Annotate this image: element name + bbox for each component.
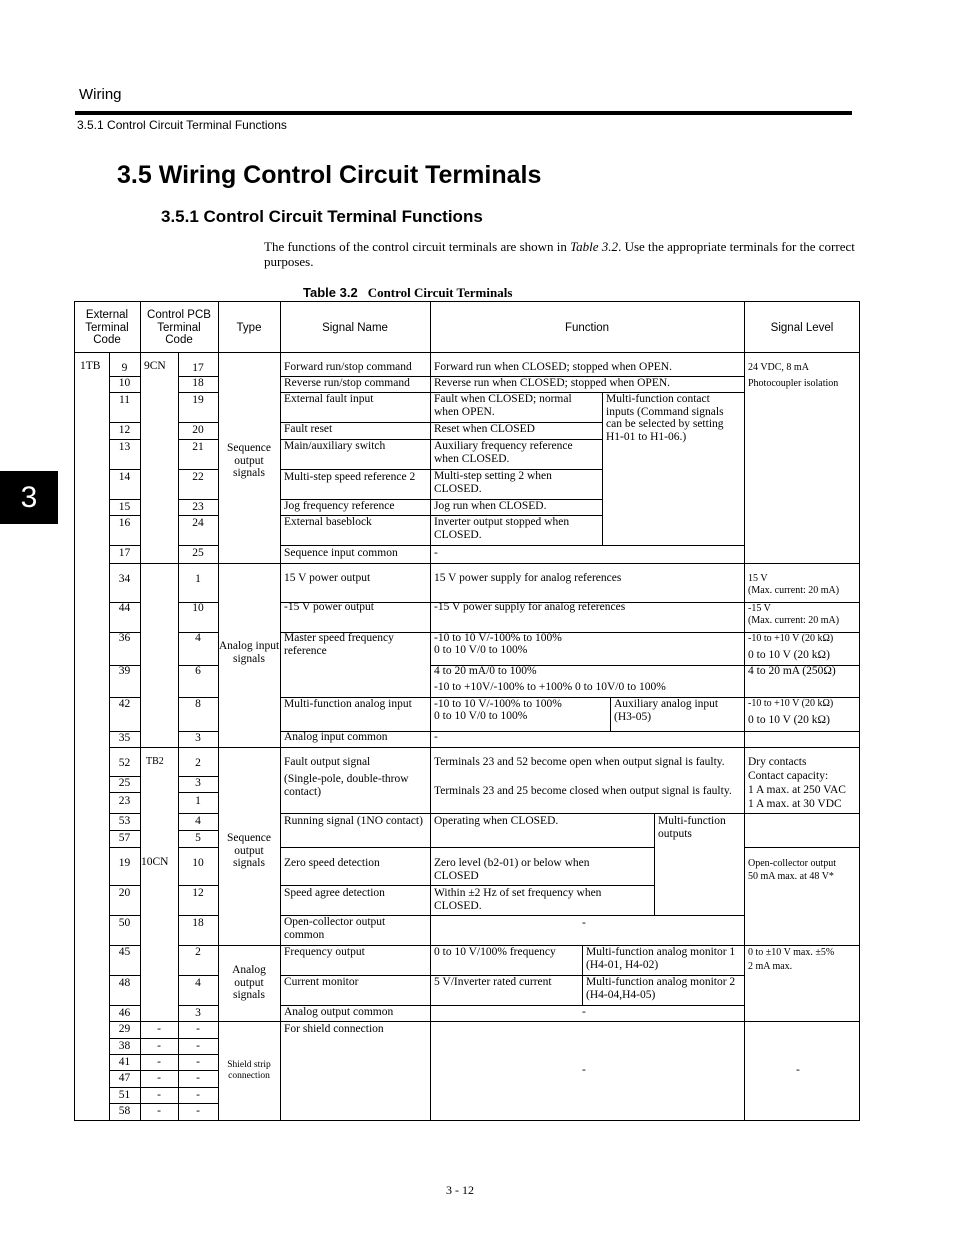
- header-function: Function: [564, 322, 610, 334]
- pcb-terminal: 10: [192, 602, 204, 614]
- group-10cn: 10CN: [141, 856, 169, 868]
- row-rule: [109, 830, 141, 831]
- ext-terminal: 29: [118, 1023, 131, 1035]
- signal-name: Forward run/stop command: [284, 361, 412, 373]
- signal-level: 24 VDC, 8 mA: [748, 362, 809, 373]
- row-rule: [109, 1054, 219, 1055]
- row-rule: [280, 885, 654, 886]
- col-rule: [280, 301, 281, 1121]
- signal-name: Analog output common: [284, 1006, 394, 1018]
- table-caption: Table 3.2 Control Circuit Terminals: [303, 285, 513, 300]
- ext-terminal: 25: [118, 777, 131, 789]
- table-cell: -: [196, 1072, 200, 1084]
- pcb-terminal: 2: [195, 757, 201, 769]
- row-rule: [109, 792, 141, 793]
- ext-terminal: 42: [118, 698, 131, 710]
- row-rule: [109, 1070, 219, 1071]
- table-cell: -: [196, 1089, 200, 1101]
- row-rule: [109, 422, 141, 423]
- table-cell: -: [157, 1040, 161, 1052]
- function: 0 to 10 V/100% frequency: [434, 946, 556, 958]
- header-separator: [74, 352, 860, 353]
- signal-name: (Single-pole, double-throw contact): [284, 773, 409, 798]
- signal-name: Analog input common: [284, 731, 388, 743]
- pcb-terminal: 3: [195, 777, 201, 789]
- signal-level: 0 to 10 V (20 kΩ): [748, 714, 830, 726]
- row-rule: [178, 499, 219, 500]
- signal-name: 15 V power output: [284, 572, 371, 584]
- signal-name: Reverse run/stop command: [284, 377, 410, 389]
- ext-terminal: 58: [118, 1105, 131, 1117]
- table-cell: -: [157, 1023, 161, 1035]
- pcb-terminal: 4: [195, 632, 201, 644]
- function: -: [434, 547, 438, 559]
- signal-level: Contact capacity:: [748, 770, 829, 782]
- ext-terminal: 44: [118, 602, 131, 614]
- signal-name: Sequence input common: [284, 547, 398, 559]
- pcb-terminal: 19: [192, 394, 204, 406]
- signal-name: Current monitor: [284, 976, 359, 988]
- header-signal-level: Signal Level: [770, 322, 834, 334]
- pcb-terminal: 18: [192, 917, 204, 929]
- row-rule: [109, 499, 141, 500]
- row-rule: [109, 469, 141, 470]
- signal-level: -10 to +10 V (20 kΩ): [748, 633, 834, 644]
- table-border-bottom: [74, 1120, 860, 1121]
- ext-terminal: 14: [118, 471, 131, 483]
- group-1tb: 1TB: [80, 360, 101, 372]
- row-rule: [109, 1021, 860, 1022]
- signal-level: -: [796, 1064, 800, 1076]
- signal-name: Zero speed detection: [284, 857, 380, 869]
- ext-terminal: 47: [118, 1072, 131, 1084]
- signal-name: External fault input: [284, 393, 374, 405]
- type-analog-output: Analog output signals: [232, 964, 266, 1001]
- page-title: 3.5 Wiring Control Circuit Terminals: [117, 161, 542, 189]
- function: 5 V/Inverter rated current: [434, 976, 552, 988]
- ext-terminal: 45: [118, 946, 131, 958]
- table-cell: External Terminal Code: [85, 309, 129, 346]
- group-tb2: TB2: [146, 756, 164, 767]
- ext-terminal: 51: [118, 1089, 131, 1101]
- pcb-terminal: 3: [195, 1007, 201, 1019]
- pcb-terminal: 6: [195, 665, 201, 677]
- pcb-terminal: 20: [192, 424, 204, 436]
- signal-level: (Max. current: 20 mA): [748, 585, 840, 596]
- row-rule: [109, 885, 141, 886]
- ext-terminal: 20: [118, 887, 131, 899]
- type-analog-input: Analog input signals: [218, 640, 280, 665]
- table-cell: -: [157, 1089, 161, 1101]
- col-rule: [582, 945, 583, 1005]
- signal-name: Frequency output: [284, 946, 365, 958]
- running-header: Wiring: [79, 86, 122, 103]
- table-cell: Control PCB Terminal Code: [147, 309, 211, 346]
- table-cell: -: [196, 1023, 200, 1035]
- ext-terminal: 11: [118, 394, 131, 406]
- function: Within ±2 Hz of set frequency when CLOSED.: [434, 887, 602, 912]
- signal-name: Jog frequency reference: [284, 500, 395, 512]
- signal-level: 50 mA max. at 48 V*: [748, 871, 834, 882]
- multi-function-outputs: Multi-function outputs: [658, 815, 726, 840]
- pcb-terminal: 25: [192, 547, 204, 559]
- row-rule: [109, 1087, 219, 1088]
- pcb-terminal: 8: [195, 698, 201, 710]
- signal-name: External baseblock: [284, 516, 372, 528]
- ext-terminal: 23: [118, 795, 131, 807]
- col-rule: [744, 301, 745, 1121]
- row-rule: [109, 813, 141, 814]
- row-rule: [178, 813, 219, 814]
- row-rule: [109, 747, 860, 748]
- type-sequence-input: Sequence output signals: [226, 442, 272, 479]
- signal-name: -15 V power output: [284, 601, 374, 613]
- ext-terminal: 53: [118, 815, 131, 827]
- ext-terminal: 13: [118, 441, 131, 453]
- pcb-terminal: 3: [195, 732, 201, 744]
- row-rule: [178, 975, 219, 976]
- col-rule: [610, 697, 611, 732]
- function: Fault when CLOSED; normal when OPEN.: [434, 393, 572, 418]
- function: Auxiliary frequency reference when CLOSED.: [434, 440, 573, 465]
- row-rule: [178, 885, 219, 886]
- header-external-terminal: [74, 309, 140, 347]
- signal-level: -15 V: [748, 603, 771, 614]
- table-cell: -: [196, 1056, 200, 1068]
- header-type: Type: [236, 322, 262, 334]
- signal-level: 1 A max. at 250 VAC: [748, 784, 846, 796]
- ext-terminal: 38: [118, 1040, 131, 1052]
- ext-terminal: 36: [118, 632, 131, 644]
- row-rule: [280, 847, 654, 848]
- function: 0 to 10 V/0 to 100%: [434, 644, 528, 656]
- row-rule: [109, 915, 141, 916]
- signal-level: -10 to +10 V (20 kΩ): [748, 698, 834, 709]
- signal-level: 2 mA max.: [748, 961, 793, 972]
- function: Multi-function analog monitor 1 (H4-01, H4-02): [586, 946, 736, 971]
- pcb-terminal: 24: [192, 517, 204, 529]
- ext-terminal: 39: [118, 665, 131, 677]
- table-cell: -: [196, 1105, 200, 1117]
- function: Inverter output stopped when CLOSED.: [434, 516, 570, 541]
- function: 4 to 20 mA/0 to 100%: [434, 665, 537, 677]
- row-rule: [178, 792, 219, 793]
- function: Zero level (b2-01) or below when CLOSED: [434, 857, 590, 882]
- pcb-terminal: 23: [192, 501, 204, 513]
- chapter-tab: 3: [0, 471, 58, 524]
- row-rule: [178, 830, 219, 831]
- pcb-terminal: 5: [195, 832, 201, 844]
- function: -10 to +10V/-100% to +100% 0 to 10V/0 to 100%: [434, 681, 666, 693]
- function: 0 to 10 V/0 to 100%: [434, 710, 528, 722]
- header-signal-name: Signal Name: [322, 322, 388, 334]
- signal-level: 4 to 20 mA (250Ω): [748, 665, 836, 677]
- function: -: [582, 1064, 586, 1076]
- table-border-right: [859, 301, 860, 1121]
- table-cell: -: [157, 1072, 161, 1084]
- function: Auxiliary analog input (H3-05): [614, 698, 719, 723]
- signal-level: Open-collector output: [748, 858, 837, 869]
- control-circuit-terminals-table: [74, 301, 860, 1121]
- function: Reverse run when CLOSED; stopped when OPEN.: [434, 377, 671, 389]
- function: Forward run when CLOSED; stopped when OPEN.: [434, 361, 672, 373]
- row-rule: [178, 422, 219, 423]
- table-reference[interactable]: Table 3.2: [570, 239, 619, 254]
- pcb-terminal: 12: [192, 887, 204, 899]
- row-rule: [109, 847, 141, 848]
- ext-terminal: 57: [118, 832, 131, 844]
- signal-level: Photocoupler isolation: [748, 378, 839, 389]
- pcb-terminal: 2: [195, 946, 201, 958]
- col-rule: [654, 813, 655, 916]
- page-number: 3 - 12: [446, 1183, 474, 1197]
- function: -15 V power supply for analog references: [434, 601, 626, 613]
- col-rule: [140, 301, 141, 1121]
- row-rule: [109, 515, 141, 516]
- ext-terminal: 19: [118, 857, 131, 869]
- signal-name: For shield connection: [284, 1023, 384, 1035]
- ext-terminal: 34: [118, 573, 131, 585]
- row-rule: [178, 515, 219, 516]
- function: -: [582, 917, 586, 929]
- pcb-terminal: 18: [192, 377, 204, 389]
- function: Operating when CLOSED.: [434, 815, 559, 827]
- row-rule: [109, 975, 141, 976]
- ext-terminal: 16: [118, 517, 131, 529]
- row-rule: [280, 813, 860, 814]
- row-rule: [109, 563, 860, 564]
- table-cell: -: [157, 1056, 161, 1068]
- ext-terminal: 48: [118, 977, 131, 989]
- signal-name: Master speed frequency reference: [284, 632, 394, 657]
- row-rule: [109, 1005, 141, 1006]
- pcb-terminal: 4: [195, 977, 201, 989]
- function: Multi-function analog monitor 2 (H4-04,H4-05): [586, 976, 736, 1001]
- ext-terminal: 9: [121, 362, 128, 374]
- signal-name: Fault reset: [284, 423, 333, 435]
- type-sequence-output: Sequence output signals: [226, 832, 272, 869]
- pcb-terminal: 22: [192, 471, 204, 483]
- row-rule: [178, 915, 219, 916]
- row-rule: [109, 1103, 219, 1104]
- ext-terminal: 41: [118, 1056, 131, 1068]
- col-rule: [430, 301, 431, 1121]
- header-pcb-terminal: [140, 309, 218, 347]
- ext-terminal: 10: [118, 377, 131, 389]
- row-rule: [109, 545, 141, 546]
- pcb-terminal: 4: [195, 815, 201, 827]
- function: Terminals 23 and 52 become open when output signal is faulty.: [434, 756, 725, 768]
- section-title: 3.5.1 Control Circuit Terminal Functions: [161, 207, 483, 226]
- col-rule: [602, 392, 603, 546]
- type-shield: Shield strip connection: [227, 1060, 271, 1081]
- row-rule: [744, 847, 860, 848]
- signal-name: Open-collector output common: [284, 916, 386, 941]
- group-9cn: 9CN: [144, 360, 166, 372]
- signal-level: 1 A max. at 30 VDC: [748, 798, 842, 810]
- function: Reset when CLOSED: [434, 423, 535, 435]
- row-rule: [178, 439, 219, 440]
- row-rule: [178, 469, 219, 470]
- row-rule: [178, 392, 219, 393]
- signal-name: Fault output signal: [284, 756, 371, 768]
- signal-name: Multi-step speed reference 2: [284, 471, 416, 483]
- signal-name: Speed agree detection: [284, 887, 385, 899]
- signal-name: Running signal (1NO contact): [284, 815, 423, 827]
- pcb-terminal: 21: [192, 441, 204, 453]
- signal-level: 0 to 10 V (20 kΩ): [748, 649, 830, 661]
- function: -10 to 10 V/-100% to 100%: [434, 632, 562, 644]
- header-rule: [75, 111, 852, 115]
- ext-terminal: 12: [118, 424, 131, 436]
- pcb-terminal: 17: [192, 362, 204, 374]
- row-rule: [109, 439, 141, 440]
- table-border-left: [74, 301, 75, 1121]
- running-subheader: 3.5.1 Control Circuit Terminal Functions: [77, 118, 287, 132]
- ext-terminal: 46: [118, 1007, 131, 1019]
- table-border-top: [74, 301, 860, 302]
- pcb-terminal: 1: [195, 795, 201, 807]
- function: 15 V power supply for analog references: [434, 572, 622, 584]
- signal-level: Dry contacts: [748, 756, 807, 768]
- ext-terminal: 35: [118, 732, 131, 744]
- multi-function-contact-inputs: Multi-function contact inputs (Command signals can be selected by setting H1-01 to H1-06.): [606, 393, 724, 443]
- row-rule: [280, 545, 745, 546]
- function: Terminals 23 and 25 become closed when output signal is faulty.: [434, 785, 732, 797]
- signal-level: 15 V: [748, 573, 768, 584]
- signal-name: Multi-function analog input: [284, 698, 412, 710]
- ext-terminal: 17: [118, 547, 131, 559]
- signal-level: 0 to ±10 V max. ±5%: [748, 947, 835, 958]
- function: Multi-step setting 2 when CLOSED.: [434, 470, 552, 495]
- pcb-terminal: 10: [192, 857, 204, 869]
- row-rule: [178, 847, 219, 848]
- pcb-terminal: 1: [195, 573, 201, 585]
- function: -: [582, 1006, 586, 1018]
- table-cell: -: [157, 1105, 161, 1117]
- function: Jog run when CLOSED.: [434, 500, 547, 512]
- ext-terminal: 52: [118, 757, 131, 769]
- row-rule: [178, 1005, 219, 1006]
- ext-terminal: 50: [118, 917, 131, 929]
- signal-level: (Max. current: 20 mA): [748, 615, 840, 626]
- function: -10 to 10 V/-100% to 100%: [434, 698, 562, 710]
- table-cell: -: [196, 1040, 200, 1052]
- row-rule: [109, 392, 141, 393]
- row-rule: [109, 1038, 219, 1039]
- signal-name: Main/auxiliary switch: [284, 440, 386, 452]
- row-rule: [178, 545, 219, 546]
- function: -: [434, 731, 438, 743]
- intro-paragraph: The functions of the control circuit terminals are shown in Table 3.2. Use the appropriate terminals for the correct purposes.: [264, 239, 855, 269]
- ext-terminal: 15: [118, 501, 131, 513]
